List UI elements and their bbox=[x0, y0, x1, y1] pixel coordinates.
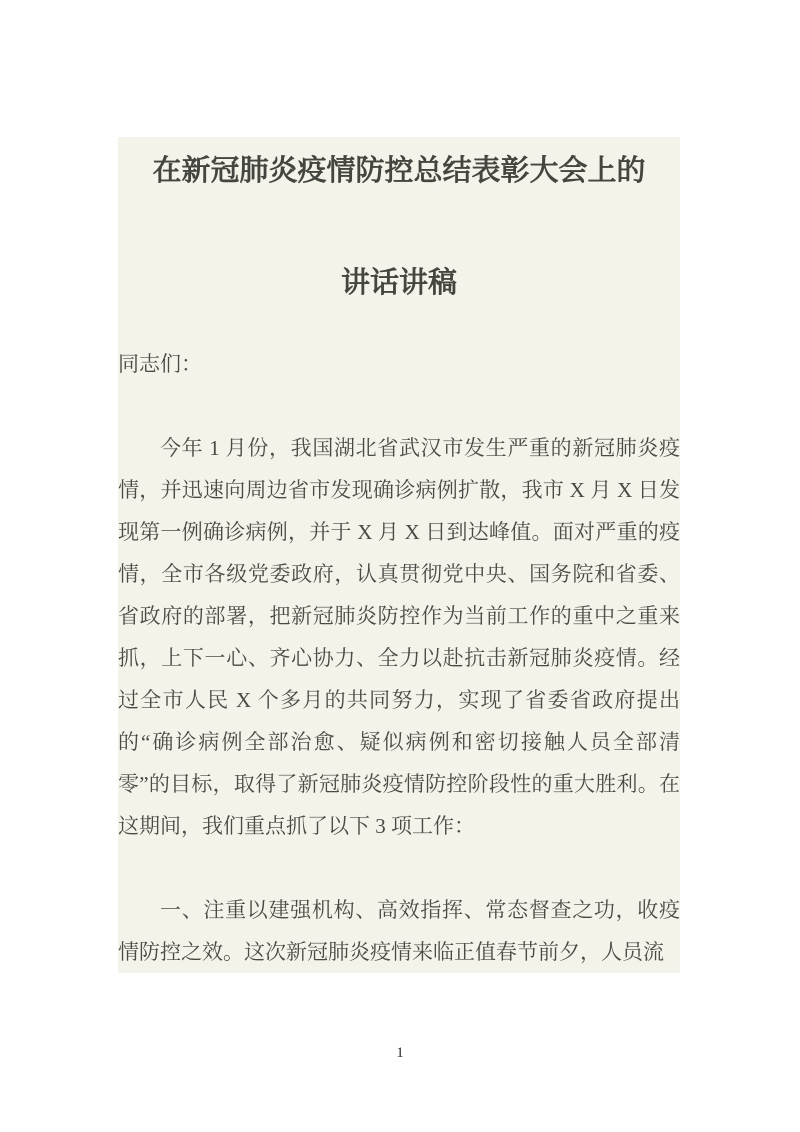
paragraph-1: 今年 1 月份，我国湖北省武汉市发生严重的新冠肺炎疫情，并迅速向周边省市发现确诊病例扩散，我市 X 月 X 日发现第一例确诊病例，并于 X 月 X 日到达峰值。面对严重的疫情，全市各级党委政府，认真贯彻党中央、国务院和省委、省政府的部署，把新冠肺炎防控作为当前工作的重中之重来抓，上下一心、齐心协力、全力以赴抗击新冠肺炎疫情。经过全市人民 X 个多月的共同努力，实现了省委省政府提出的“确诊病例全部治愈、疑似病例和密切接触人员全部清零”的目标，取得了新冠肺炎疫情防控阶段性的重大胜利。在这期间，我们重点抓了以下 3 项工作： bbox=[118, 436, 680, 838]
document-title bbox=[118, 153, 680, 301]
salutation: 同志们： bbox=[118, 352, 202, 376]
document-title-line-2: 讲话讲稿 bbox=[340, 267, 457, 299]
page-number: 1 bbox=[396, 1045, 404, 1061]
document-title-line-1: 在新冠肺炎疫情防控总结表彰大会上的 bbox=[152, 155, 646, 187]
document-body bbox=[118, 343, 680, 973]
document-content-block bbox=[118, 137, 680, 973]
paragraph-2: 一、注重以建强机构、高效指挥、常态督查之功，收疫情防控之效。这次新冠肺炎疫情来临正值春节前夕，人员流 bbox=[118, 898, 680, 964]
